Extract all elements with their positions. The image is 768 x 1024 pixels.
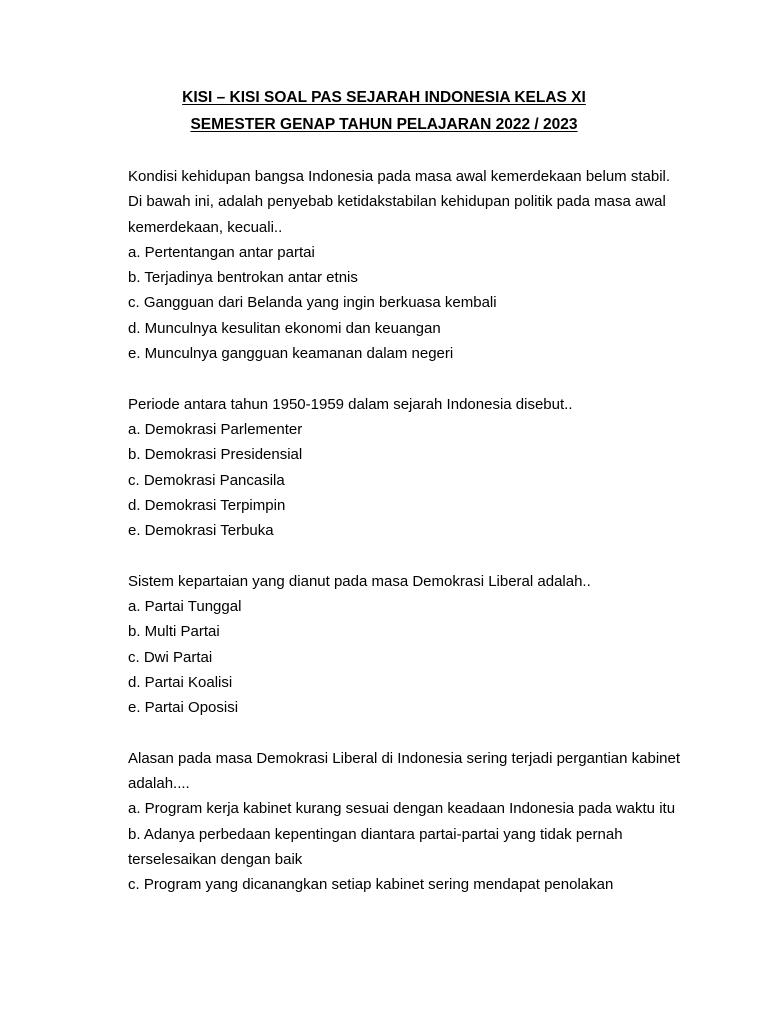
- answer-option-d: d. Munculnya kesulitan ekonomi dan keuangan: [128, 319, 441, 337]
- answer-option-d: d. Partai Koalisi: [128, 673, 233, 691]
- question-3: [128, 569, 688, 721]
- question-text: Alasan pada masa Demokrasi Liberal di Indonesia sering terjadi pergantian kabinet adalah....: [128, 749, 680, 793]
- answer-option-d: d. Demokrasi Terpimpin: [128, 496, 286, 514]
- question-1: [128, 164, 688, 366]
- document-title-line-1: KISI – KISI SOAL PAS SEJARAH INDONESIA KELAS XI: [182, 89, 586, 106]
- question-text: Periode antara tahun 1950-1959 dalam sejarah Indonesia disebut..: [128, 395, 573, 413]
- document-title-line-2: SEMESTER GENAP TAHUN PELAJARAN 2022 / 2023: [190, 116, 578, 133]
- answer-option-e: e. Partai Oposisi: [128, 699, 239, 717]
- question-list: [128, 164, 688, 923]
- answer-option-e: e. Demokrasi Terbuka: [128, 522, 274, 540]
- answer-option-a: a. Pertentangan antar partai: [128, 243, 315, 261]
- answer-option-b: b. Multi Partai: [128, 623, 220, 641]
- answer-option-b: b. Adanya perbedaan kepentingan diantara partai-partai yang tidak pernah terselesaikan dengan baik: [128, 825, 623, 869]
- question-2: [128, 392, 688, 544]
- question-4: [128, 746, 688, 898]
- question-text: Sistem kepartaian yang dianut pada masa Demokrasi Liberal adalah..: [128, 572, 591, 590]
- answer-option-c: c. Dwi Partai: [128, 648, 213, 666]
- answer-option-a: a. Program kerja kabinet kurang sesuai dengan keadaan Indonesia pada waktu itu: [128, 800, 676, 818]
- answer-option-b: b. Demokrasi Presidensial: [128, 446, 303, 464]
- answer-option-c: c. Program yang dicanangkan setiap kabinet sering mendapat penolakan: [128, 876, 614, 894]
- question-text: Kondisi kehidupan bangsa Indonesia pada masa awal kemerdekaan belum stabil. Di bawah ini, adalah penyebab ketidakstabilan kehidupan politik pada masa awal kemerdekaan, kecuali..: [128, 168, 671, 236]
- answer-option-a: a. Partai Tunggal: [128, 598, 242, 616]
- answer-option-b: b. Terjadinya bentrokan antar etnis: [128, 269, 358, 287]
- answer-option-e: e. Munculnya gangguan keamanan dalam negeri: [128, 345, 454, 363]
- answer-option-a: a. Demokrasi Parlementer: [128, 420, 303, 438]
- answer-option-c: c. Demokrasi Pancasila: [128, 471, 285, 489]
- answer-option-c: c. Gangguan dari Belanda yang ingin berkuasa kembali: [128, 294, 497, 312]
